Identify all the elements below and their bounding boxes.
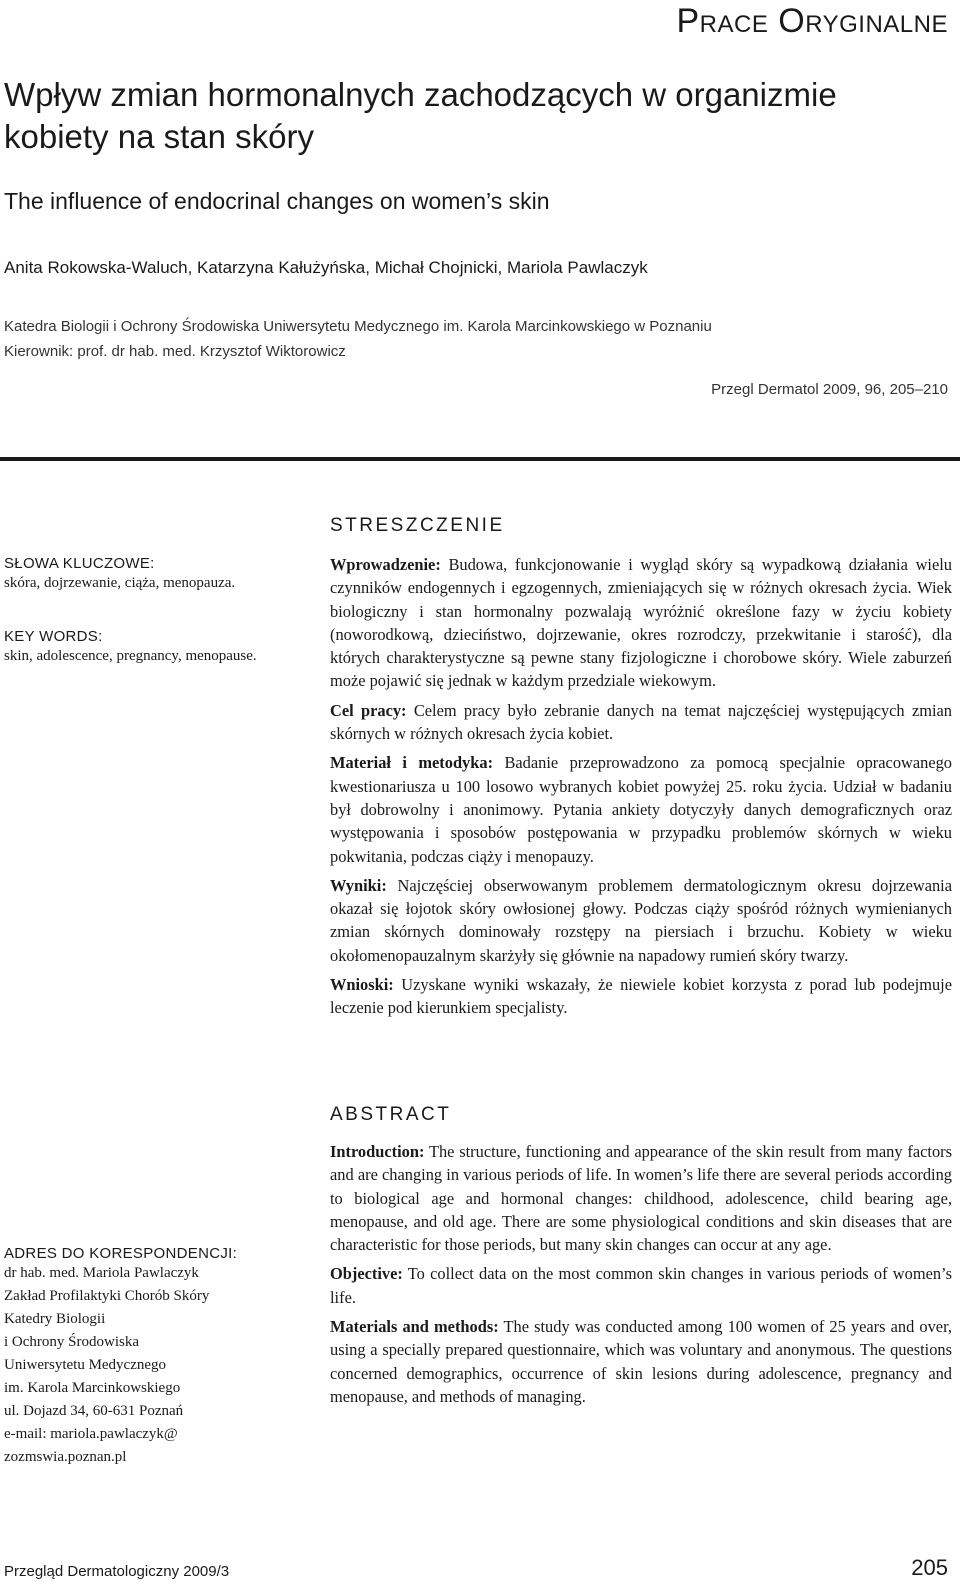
paragraph-text: Celem pracy było zebranie danych na temat najczęściej występujących zmian skórnych w różnych okresach życia kobiet. xyxy=(330,700,952,744)
paragraph-text: Najczęściej obserwowanym problemem dermatologicznym okresu dojrzewania okazał się łojotok skóry owłosionej głowy. Podczas ciąży spośród różnych wymienianych zmian skórnych dominowały rozstępy na piersiach i brzuchu. Kobiety w wieku okołomenopauzalnym skarżyły się głównie na napadowy rumień skóry twarzy. xyxy=(330,875,952,965)
paragraph-label: Wnioski: xyxy=(330,975,394,995)
paragraph-text: Uzyskane wyniki wskazały, że niewiele kobiet korzysta z porad lub podejmuje leczenie pod kierunkiem specjalisty. xyxy=(330,975,952,1018)
paragraph-label: Materiał i metodyka: xyxy=(330,753,494,773)
correspondence-label: ADRES DO KORESPONDENCJI: xyxy=(4,1245,238,1262)
abstract-heading: ABSTRACT xyxy=(330,1104,452,1125)
abstract-body xyxy=(330,1140,952,1414)
abstract-paragraph xyxy=(330,699,952,746)
abstract-paragraph xyxy=(330,751,952,867)
abstract-paragraph xyxy=(330,1262,952,1309)
address-line: dr hab. med. Mariola Pawlaczyk xyxy=(4,1265,199,1281)
address-line: i Ochrony Środowiska xyxy=(4,1334,139,1350)
affiliation-block xyxy=(4,314,712,364)
address-line: Katedry Biologii xyxy=(4,1311,106,1327)
streszczenie-body xyxy=(330,553,952,1026)
keywords-en-label: KEY WORDS: xyxy=(4,628,103,645)
section-tag: Prace Oryginalne xyxy=(676,2,948,40)
keywords-pl-text: skóra, dojrzewanie, ciąża, menopauza. xyxy=(4,575,236,591)
paragraph-label: Cel pracy: xyxy=(330,700,407,720)
abstract-paragraph xyxy=(330,973,952,1020)
paragraph-label: Objective: xyxy=(330,1264,403,1284)
affiliation: Katedra Biologii i Ochrony Środowiska Uniwersytetu Medycznego im. Karola Marcinkowskiego w Poznaniu xyxy=(4,318,712,335)
keywords-pl xyxy=(4,555,304,595)
department-head: Kierownik: prof. dr hab. med. Krzysztof Wiktorowicz xyxy=(4,343,346,360)
correspondence-address xyxy=(4,1262,304,1469)
keywords-pl-label: SŁOWA KLUCZOWE: xyxy=(4,555,155,572)
footer-journal: Przegląd Dermatologiczny 2009/3 xyxy=(4,1563,230,1580)
streszczenie-heading: STRESZCZENIE xyxy=(330,515,505,536)
keywords-en-text: skin, adolescence, pregnancy, menopause. xyxy=(4,648,257,664)
abstract-paragraph xyxy=(330,1140,952,1256)
abstract-paragraph xyxy=(330,874,952,967)
paragraph-text: To collect data on the most common skin changes in various periods of women’s life. xyxy=(330,1264,952,1307)
paragraph-label: Introduction: xyxy=(330,1142,425,1161)
paragraph-text: The structure, functioning and appearance of the skin result from many factors and are changing in various periods of life. In women’s life there are several periods according to biological age and hormonal changes: childhood, adolescence, child bearing age, menopause, and old age. There are some physiological conditions and skin diseases that are characteristic for those periods, but many skin changes can occur at any age. xyxy=(330,1142,952,1255)
address-line: im. Karola Marcinkowskiego xyxy=(4,1380,181,1396)
abstract-paragraph xyxy=(330,1315,952,1408)
email-line[interactable]: zozmswia.poznan.pl xyxy=(4,1449,127,1465)
citation: Przegl Dermatol 2009, 96, 205–210 xyxy=(711,381,948,398)
address-line: Uniwersytetu Medycznego xyxy=(4,1357,167,1373)
address-line: Zakład Profilaktyki Chorób Skóry xyxy=(4,1288,210,1304)
paragraph-text: Budowa, funkcjonowanie i wygląd skóry są wypadkową działania wielu czynników endogennych i egzogennych, zmieniających się w różnych okresach życia. Wiek biologiczny i stan hormonalny pozwalają wyróżnić określone fazy w życiu kobiety (noworodkową, dzieciństwo, dojrzewanie, okres rozrodczy, przekwitanie i starość), dla których charakterystyczne są pewne stany fizjologiczne i chorobowe skóry. Wiele zaburzeń może pojawić się jednak w każdym przedziale wiekowym. xyxy=(330,555,952,691)
address-line: ul. Dojazd 34, 60-631 Poznań xyxy=(4,1403,184,1419)
paragraph-text: Badanie przeprowadzono za pomocą specjalnie opracowanego kwestionariusza u 100 losowo wybranych kobiet powyżej 25. roku życia. Udział w badaniu był dobrowolny i anonimowy. Pytania ankiety dotyczyły danych demograficznych oraz występowania i sposobów postępowania w przypadku problemów skórnych w wieku pokwitania, podczas ciąży i menopauzy. xyxy=(330,753,952,866)
paragraph-label: Wyniki: xyxy=(330,875,387,895)
abstract-paragraph xyxy=(330,553,952,693)
page-number: 205 xyxy=(911,1555,948,1580)
paragraph-label: Wprowadzenie: xyxy=(330,555,441,574)
correspondence xyxy=(4,1245,304,1469)
authors: Anita Rokowska-Waluch, Katarzyna Kałużyńska, Michał Chojnicki, Mariola Pawlaczyk xyxy=(4,258,648,277)
email-line[interactable]: e-mail: mariola.pawlaczyk@ xyxy=(4,1426,178,1442)
article-title: Wpływ zmian hormonalnych zachodzących w organizmie kobiety na stan skóry xyxy=(4,76,837,155)
paragraph-text: The study was conducted among 100 women of 25 years and over, using a specially prepared questionnaire, which was voluntary and anonymous. The questions concerned demographics, occurrence of skin lesions during adolescence, pregnancy and menopause, and methods of managing. xyxy=(330,1317,952,1406)
paragraph-label: Materials and methods: xyxy=(330,1317,499,1337)
header-divider xyxy=(0,457,960,461)
keywords-en xyxy=(4,628,304,668)
article-subtitle: The influence of endocrinal changes on women’s skin xyxy=(4,188,550,214)
